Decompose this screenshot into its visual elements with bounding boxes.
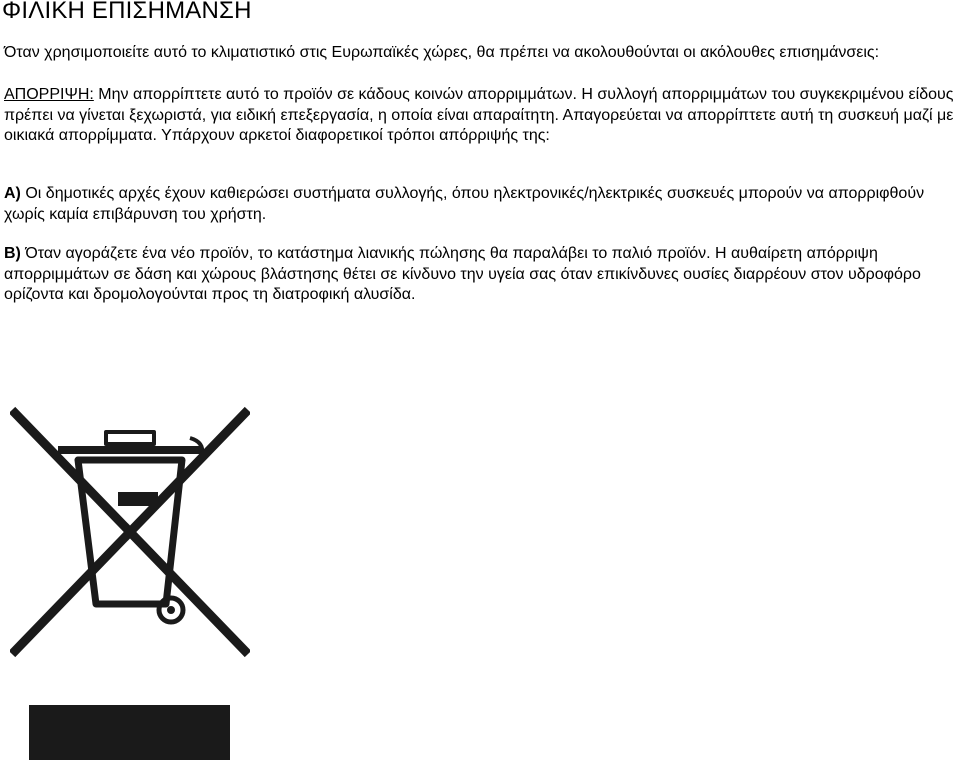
option-a-label: A): [4, 185, 21, 202]
disposal-text: Μην απορρίπτετε αυτό το προϊόν σε κάδους κοινών απορριμμάτων. Η συλλογή απορριμμάτων του συγκεκριμένου είδους πρέπει να γίνεται ξεχωριστά, για ειδική επεξεργασία, η οποία είναι απαραίτητη. Απαγορεύεται να απορρίπτετε αυτή τη συσκευή μαζί με οικιακά απορρίμματα. Υπάρχουν αρκετοί διαφορετικοί τρόποι απόρριψής της:: [4, 86, 954, 144]
option-a-paragraph: [4, 184, 958, 225]
solid-bar-symbol: [29, 705, 230, 760]
option-b-label: B): [4, 245, 21, 262]
page-title: ΦΙΛΙΚΗ ΕΠΙΣΗΜΑΝΣΗ: [2, 0, 252, 24]
intro-paragraph: Όταν χρησιμοποιείτε αυτό το κλιματιστικό στις Ευρωπαϊκές χώρες, θα πρέπει να ακολουθούνται οι ακόλουθες επισημάνσεις:: [4, 44, 880, 61]
option-b-text: Όταν αγοράζετε ένα νέο προϊόν, το κατάστημα λιανικής πώλησης θα παραλάβει το παλιό προϊόν. Η αυθαίρετη απόρριψη απορριμμάτων σε δάση και χώρους βλάστησης θέτει σε κίνδυνο την υγεία σας όταν επικίνδυνες ουσίες διαρρέουν στον υδροφόρο ορίζοντα και δρομολογούνται προς τη διατροφική αλυσίδα.: [4, 245, 921, 303]
disposal-paragraph: [4, 85, 958, 147]
crossed-out-wheelie-bin-icon: [10, 404, 250, 660]
option-b-paragraph: [4, 244, 958, 306]
disposal-label: ΑΠΟΡΡΙΨΗ:: [4, 86, 94, 103]
option-a-text: Οι δημοτικές αρχές έχουν καθιερώσει συστήματα συλλογής, όπου ηλεκτρονικές/ηλεκτρικές συσκευές μπορούν να απορριφθούν χωρίς καμία επιβάρυνση του χρήστη.: [4, 185, 925, 223]
